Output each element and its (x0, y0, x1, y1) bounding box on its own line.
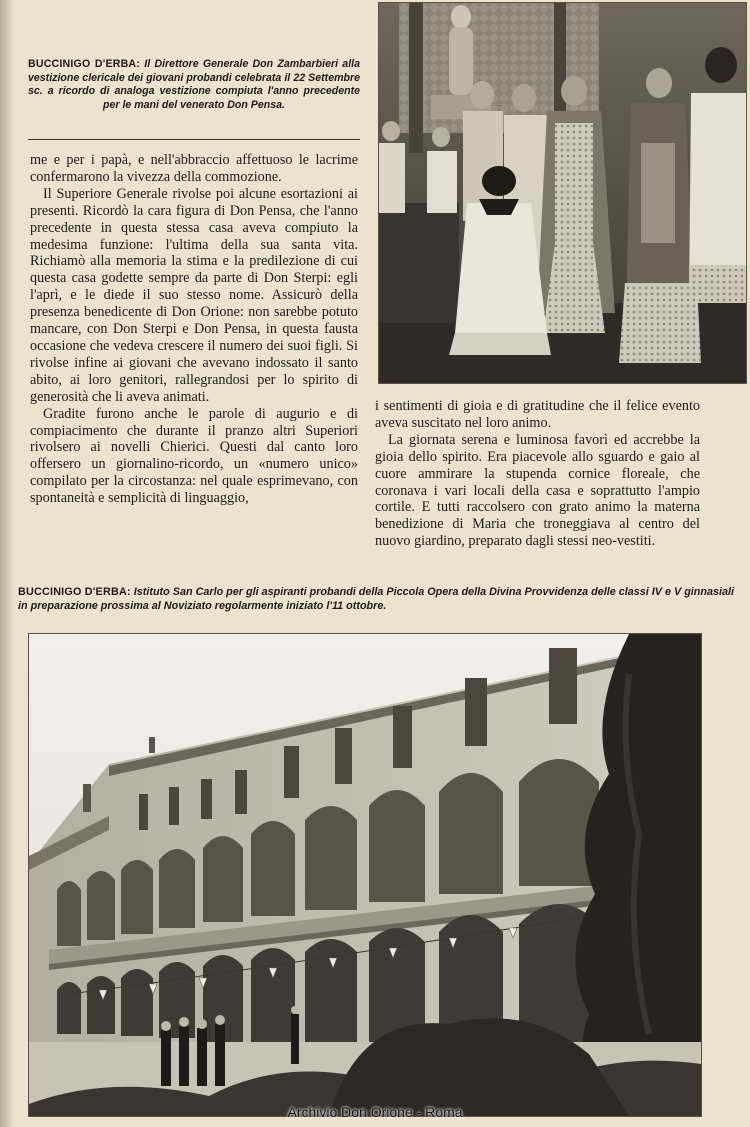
istituto-building-photo (28, 633, 702, 1117)
binding-shadow (0, 0, 14, 1127)
caption-top (28, 58, 360, 112)
archive-watermark: Archivio Don Orione - Roma (287, 1104, 463, 1120)
caption-divider (28, 139, 360, 140)
caption-bottom-place: BUCCINIGO D'ERBA: (18, 586, 131, 598)
vestition-ceremony-photo (378, 2, 747, 384)
article-paragraph: La giornata serena e luminosa favorì ed accrebbe la gioia dello spirito. Era piacevole allo sguardo e gaio al cuore ammirare la stupenda cornice floreale, che coronava i vari locali della casa e soprattutto l'ampio cortile. E tutti raccolsero con grato animo la materna benedizione di Maria che troneggiava al centro del nuovo giardino, preparato dagli stessi neo-vestiti. (375, 431, 700, 550)
caption-bottom-text: Istituto San Carlo per gli aspiranti probandi della Piccola Opera della Divina Provvidenza delle classi IV e V ginnasiali in preparazione prossima al Noviziato regolarmente iniziato l'11 ottobre. (18, 586, 735, 613)
caption-top-place: BUCCINIGO D'ERBA: (28, 58, 141, 70)
article-paragraph: Il Superiore Generale rivolse poi alcune esortazioni ai presenti. Ricordò la cara figura di Don Pensa, che l'anno precedente in questa stessa casa aveva compiuto la medesima funzione: l'ultima della sua santa vita. Richiamò alla memoria la stima e la predilezione di cui questa casa godette sempre da parte di Don Sterpi: egli l'aprì, e le diede il suo stesso nome. Assicurò della presenza benedicente di Don Orione: non sarebbe potuto mancare, con Don Sterpi e Don Pensa, in questa fausta occasione che vedeva crescere il numero dei suoi figli. Si rivolse infine ai giovani che avevano indossato il santo abito, ai loro genitori, rallegrandosi per lo spirito di generosità che li aveva animati. (30, 185, 358, 405)
article-paragraph: Gradite furono anche le parole di augurio e di compiacimento che durante il pranzo altri Superiori rivolsero ai novelli Chierici. Questi dal canto loro offersero un giornalino-ricordo, un «numero unico» compilato per la circostanza: nel quale esprimevano, con spontaneità e semplicità di linguaggio, (30, 405, 358, 507)
caption-bottom (18, 585, 734, 613)
caption-top-text: Il Direttore Generale Don Zambarbieri alla vestizione clericale dei giovani probandi celebrata il 22 Settembre sc. a ricordo di analoga vestizione compiuta l'anno precedente per le mani del venerato Don Pensa. (28, 58, 360, 111)
article-paragraph: me e per i papà, e nell'abbraccio affettuoso le lacrime confermarono la vivezza della commozione. (30, 152, 358, 185)
article-column-right (375, 398, 700, 550)
article-column-left (30, 152, 358, 507)
article-paragraph: i sentimenti di gioia e di gratitudine che il felice evento aveva suscitato nel loro animo. (375, 398, 700, 431)
